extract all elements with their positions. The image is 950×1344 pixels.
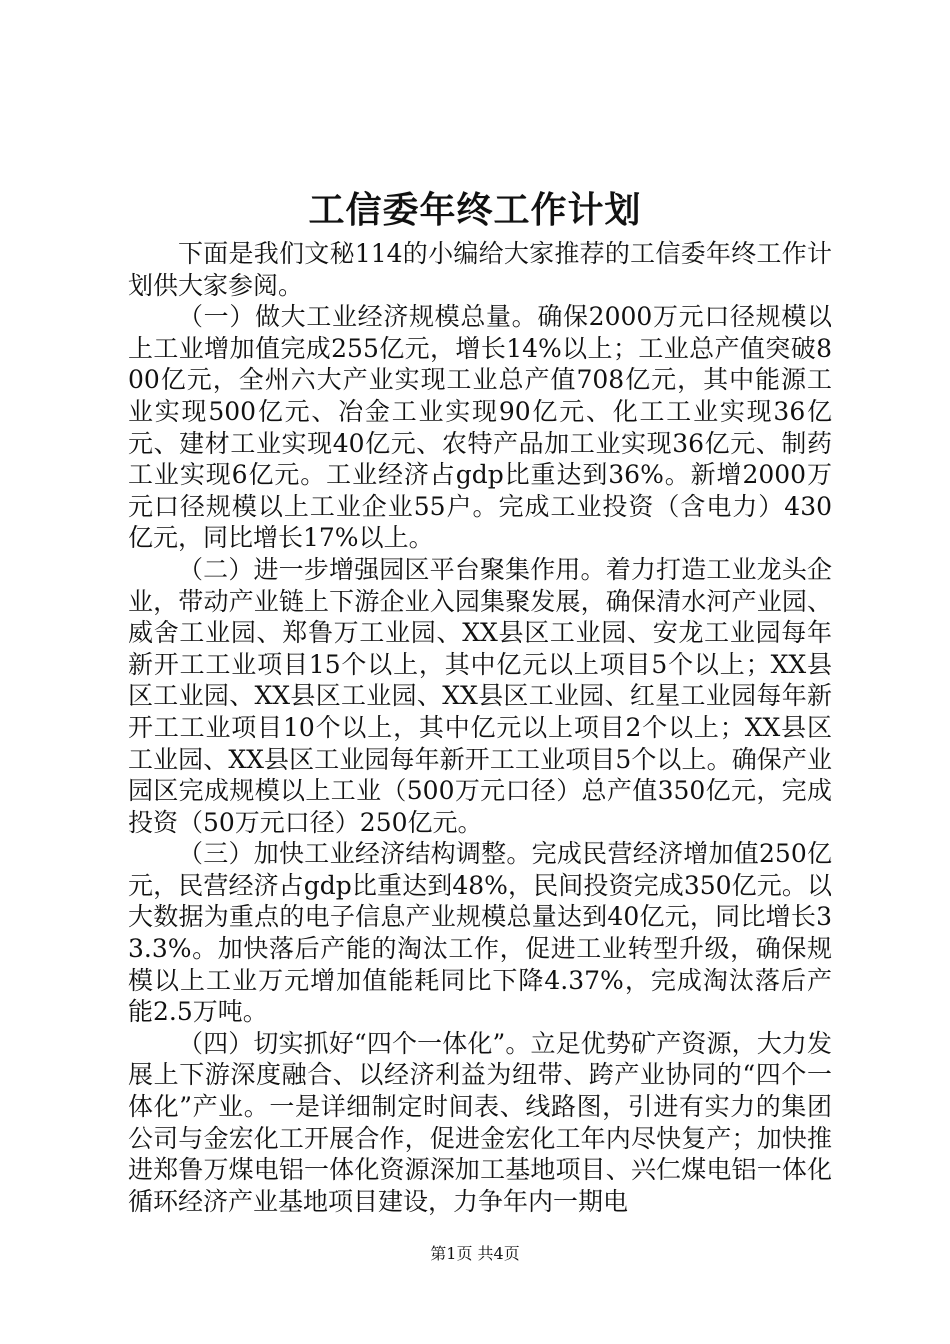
paragraph-section-4: （四）切实抓好“四个一体化”。立足优势矿产资源，大力发展上下游深度融合、以经济利益为纽带、跨产业协同的“四个一体化”产业。一是详细制定时间表、线路图，引进有实力的集团公司与金宏化工开展合作，促进金宏化工年内尽快复产；加快推进郑鲁万煤电铝一体化资源深加工基地项目、兴仁煤电铝一体化循环经济产业基地项目建设，力争年内一期电 <box>128 1028 832 1216</box>
paragraph-section-2: （二）进一步增强园区平台聚集作用。着力打造工业龙头企业，带动产业链上下游企业入园集聚发展，确保清水河产业园、威舍工业园、郑鲁万工业园、XX县区工业园、安龙工业园每年新开工工业项目15个以上，其中亿元以上项目5个以上；XX县区工业园、XX县区工业园、XX县区工业园、红星工业园每年新开工工业项目10个以上，其中亿元以上项目2个以上；XX县区工业园、XX县区工业园每年新开工工业项目5个以上。确保产业园区完成规模以上工业（500万元口径）总产值350亿元，完成投资（50万元口径）250亿元。 <box>128 554 832 837</box>
paragraph-intro: 下面是我们文秘114的小编给大家推荐的工信委年终工作计划供大家参阅。 <box>128 239 832 300</box>
document-title: 工信委年终工作计划 <box>308 189 642 231</box>
paragraph-section-3: （三）加快工业经济结构调整。完成民营经济增加值250亿元，民营经济占gdp比重达到48%，民间投资完成350亿元。以大数据为重点的电子信息产业规模总量达到40亿元，同比增长33.3%。加快落后产能的淘汰工作，促进工业转型升级，确保规模以上工业万元增加值能耗同比下降4.37%，完成淘汰落后产能2.5万吨。 <box>128 839 832 1027</box>
page-footer: 第1页 共4页 <box>430 1244 520 1263</box>
paragraph-section-1: （一）做大工业经济规模总量。确保2000万元口径规模以上工业增加值完成255亿元，增长14%以上；工业总产值突破800亿元，全州六大产业实现工业总产值708亿元，其中能源工业实现500亿元、冶金工业实现90亿元、化工工业实现36亿元、建材工业实现40亿元、农特产品加工业实现36亿元、制药工业实现6亿元。工业经济占gdp比重达到36%。新增2000万元口径规模以上工业企业55户。完成工业投资（含电力）430亿元，同比增长17%以上。 <box>128 302 832 553</box>
document-body <box>128 238 832 1217</box>
